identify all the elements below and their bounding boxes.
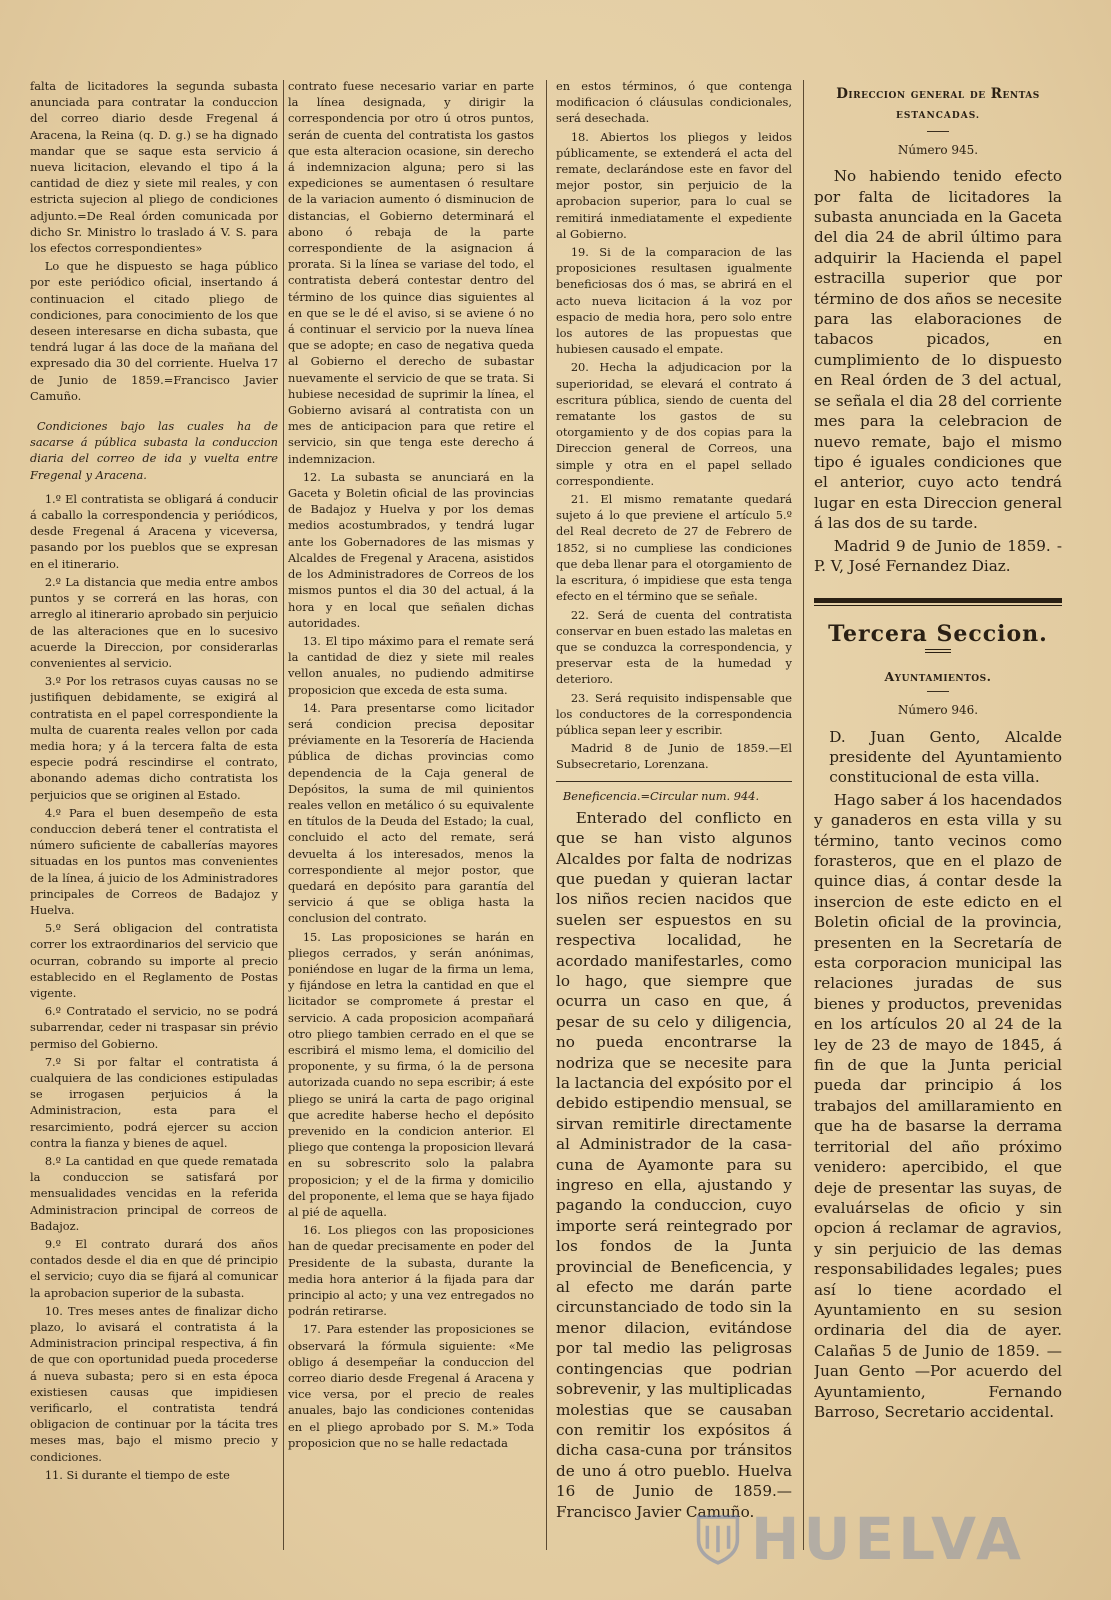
condition-item: 17. Para estender las proposiciones se observará la fórmula siguiente: «Me obligo á desempeñar la conduccion del correo diario desde Fregenal á Aracena y vice versa, por el precio de reales anuales, bajo las condiciones contenidas en el pliego aprobado por S. M.» Toda proposicion que no se halle redactada [288,1322,534,1450]
condition-item: 12. La subasta se anunciará en la Gaceta y Boletin oficial de las provincias de Badajoz y Huelva y por los demas medios acostumbrados, y tendrá lugar ante los Gobernadores de las mismas y Alcaldes de Fregenal y Aracena, asistidos de los Administradores de Correos de los mismos puntos el dia 30 del actual, á la hora y en local que señalen dichas autoridades. [288,469,534,630]
condition-item: 9.º El contrato durará dos años contados desde el dia en que dé principio el servicio; cuyo dia se fijará al comunicar la aprobacion superior de la subasta. [30,1237,278,1300]
notice-text: No habiendo tenido efecto por falta de licitadores la subasta anunciada en la Gaceta del dia 24 de abril último para adquirir la Hacienda el papel estracilla superior que por término de dos años se necesite para las elaboraciones de tabacos picados, en cumplimiento de lo dispuesto en Real órden de 3 del actual, se señala el dia 28 del corriente mes para la celebracion de nuevo remate, bajo el mismo tipo é iguales condiciones que el anterior, cuyo acto tendrá lugar en esta Direccion general á las dos de su tarde. [814,167,1062,533]
column-divider [546,80,547,1550]
condition-item: 5.º Será obligacion del contratista correr los extraordinarios del servicio que ocurran, cobrando su importe al precio establecido en el Reglamento de Postas vigente. [30,921,278,1000]
signature: Madrid 9 de Junio de 1859. -P. V, José Fernandez Diaz. [814,536,1062,575]
notice-text: Hago saber á los hacendados y ganaderos en esta villa y su término, tanto vecinos como forasteros, que en el plazo de quince dias, á contar desde la insercion de este edicto en el Boletin oficial de la provincia, presenten en la Secretaría de esta corporacion municipal las relaciones juradas de sus bienes y productos, prevenidas en los artículos 20 al 24 de la ley de 23 de mayo de 1845, á fin de que la Junta pericial pueda dar principio á los trabajos del amillaramiento en que ha de basarse la derrama territorial del año próximo venidero: apercibido, el que deje de presentar las suyas, de evaluárselas de oficio y sin opcion á reclamar de agravios, y sin perjuicio de las demas responsabilidades legales; pues así lo tiene acordado el Ayuntamiento en su sesion ordinaria del dia de ayer. Calañas 5 de Junio de 1859. —Juan Gento —Por acuerdo del Ayuntamiento, Fernando Barroso, Secretario accidental. [814,790,1062,1421]
short-rule [927,131,949,132]
column-divider [283,80,284,1550]
section-subtitle: ESTANCADAS. [895,111,981,122]
subsection-heading: Ayuntamientos. [884,668,992,684]
paragraph: falta de licitadores la segunda subasta anunciada para contratar la conduccion del correo diario desde Fregenal á Aracena, la Reina (q. D. g.) se ha dignado mandar que se saque esta servicio á nueva licitacion, elevando el tipo á la cantidad de diez y siete mil reales, y con estricta sujecion al pliego de condiciones adjunto.=De Real órden comunicada por dicho Sr. Ministro lo traslado á V. S. para los efectos correspondientes» [30,79,278,256]
condition-item: 15. Las proposiciones se harán en pliegos cerrados, y serán anónimas, poniéndose en lugar de la firma un lema, y fijándose en letra la cantidad en que el licitador se compromete á prestar el servicio. A cada proposicion acompañará otro pliego tambien cerrado en el que se escribirá el mismo lema, el domicilio del proponente, y su firma, ó la de persona autorizada cuando no sepa escribir; á este pliego se unirá la carta de pago original que acredite haberse hecho el depósito prevenido en la condicion anterior. El pliego que contenga la proposicion llevará en su sobrescrito solo la palabra proposicion; y el de la firma y domicilio del proponente, el lema que se haya fijado al pié de aquella. [288,929,534,1220]
column-3 [556,78,792,1538]
condition-item: 18. Abiertos los pliegos y leidos públicamente, se extenderá el acta del remate, declarándose este en favor del mejor postor, sin perjuicio de la aprobacion superior, para lo cual se remitirá inmediatamente el expediente al Gobierno. [556,129,792,241]
watermark-label: HUELVA [750,1505,1025,1573]
condition-item: 1.º El contratista se obligará á conducir á caballo la correspondencia y periódicos, desde Fregenal á Aracena y viceversa, pasando por los pueblos que se expresan en el itinerario. [30,491,278,571]
condition-item: 22. Será de cuenta del contratista conservar en buen estado las maletas en que se conduzca la correspondencia, y preservar esta de la humedad y deterioro. [556,607,792,687]
column-1 [30,78,278,1538]
paragraph: contrato fuese necesario variar en parte la línea designada, y dirigir la correspondencia por otro ú otros puntos, serán de cuenta del contratista los gastos que esta alteracion ocasione, sin derecho á indemnizacion alguna; pero si las expediciones se aumentasen ó resultare de la variacion aumento ó disminucion de distancias, el Gobierno determinará el abono ó rebaja de la parte correspondiente de la asignacion á prorata. Si la línea se variase del todo, el contratista deberá contestar dentro del término de los quince dias siguientes al en que se le dé el aviso, si se aviene ó no á continuar el servicio por la nueva línea que se adopte; en caso de negativa queda al Gobierno el derecho de subastar nuevamente el servicio de que se trata. Si hubiese necesidad de suprimir la línea, el Gobierno avisará al contratista con un mes de anticipacion para que retire el servicio, sin que tenga este derecho á indemnizacion. [288,79,534,466]
notice-number: Número 945. [897,142,979,157]
thin-rule [814,605,1062,606]
thick-rule [814,598,1062,603]
condition-item: 10. Tres meses antes de finalizar dicho plazo, lo avisará el contratista á la Administracion principal respectiva, á fin de que con oportunidad pueda procederse á nueva subasta; pero si en esta época existiesen causas que impidiesen verificarlo, el contratista tendrá obligacion de continuar por la tácita tres meses mas, bajo el mismo precio y condiciones. [30,1303,278,1464]
condition-item: 4.º Para el buen desempeño de esta conduccion deberá tener el contratista el número suficiente de caballerías mayores situadas en los puntos mas convenientes de la línea, á juicio de los Administradores principales de Correos de Badajoz y Huelva. [30,805,278,917]
condition-item: 7.º Si por faltar el contratista á cualquiera de las condiciones estipuladas se irrogasen perjuicios á la Administracion, esta para el resarcimiento, podrá ejercer su accion contra la fianza y bienes de aquel. [30,1054,278,1150]
double-rule [925,649,951,653]
paragraph: Lo que he dispuesto se haga público por este periódico oficial, insertando á continuacion el citado pliego de condiciones, para conocimiento de los que deseen interesarse en dicha subasta, que tendrá lugar á las doce de la mañana del expresado dia 30 del corriente. Huelva 17 de Junio de 1859.=Francisco Javier Camuño. [30,259,278,403]
column-2 [288,78,534,1538]
condition-item: 23. Será requisito indispensable que los conductores de la correspondencia pública sepan leer y escribir. [556,690,792,737]
library-watermark [695,1504,1025,1574]
section-heading: Tercera Seccion. [828,621,1048,648]
beneficencia-text: Enterado del conflicto en que se han visto algunos Alcaldes por falta de nodrizas que puedan y quieran lactar los niños recien nacidos que suelen ser espuestos en su respectiva localidad, he acordado manifestarles, como lo hago, que siempre que ocurra un caso en que, á pesar de su celo y diligencia, no pueda encontrarse la nodriza que se necesite para la lactancia del expósito por el debido estipendio mensual, se sirvan remitirle directamente al Administrador de la casa-cuna de Ayamonte para su ingreso en ella, ajustando y pagando la conduccion, cuyo importe será reintegrado por los fondos de la Junta provincial de Beneficencia, y al efecto me darán parte circunstanciado de todo sin la menor dilacion, evitándose por tal medio las peligrosas contingencias que podrian sobrevenir, y las multiplicadas molestias que se causaban con remitir los expósitos á dicha casa-cuna por tránsitos de uno á otro pueblo. Huelva 16 de Junio de 1859.—Francisco Javier Camuño. [556,808,792,1521]
condition-item: 2.º La distancia que media entre ambos puntos y se correrá en las horas, con arreglo al itinerario aprobado sin perjuicio de las alteraciones que en lo sucesivo acuerde la Direccion, por considerarlas convenientes al servicio. [30,574,278,670]
condition-item: 20. Hecha la adjudicacion por la superioridad, se elevará el contrato á escritura pública, siendo de cuenta del rematante los gastos de su otorgamiento y de dos copias para la Direccion general de Correos, una simple y otra en el papel sellado correspondiente. [556,360,792,488]
notice-intro: D. Juan Gento, Alcalde presidente del Ayuntamiento constitucional de esta villa. [829,727,1062,787]
conditions-heading: Condiciones bajo las cuales ha de sacarse á pública subasta la conduccion diaria del correo de ida y vuelta entre Fregenal y Aracena. [30,419,278,482]
condition-item: 19. Si de la comparacion de las proposiciones resultasen igualmente beneficiosas dos ó mas, se abrirá en el acto nueva licitacion á la voz por espacio de media hora, pero solo entre los autores de las propuestas que hubiesen causado el empate. [556,245,792,357]
section-title: Direccion general de Rentas [836,86,1040,102]
condition-item: 14. Para presentarse como licitador será condicion precisa depositar préviamente en la Tesorería de Hacienda pública de dichas provincias como dependencia de la Caja general de Depósitos, la suma de mil quinientos reales vellon en metálico ó su equivalente en títulos de la Deuda del Estado; la cual, concluido el acto del remate, será devuelta á los interesados, menos la correspondiente al mejor postor, que quedará en depósito para garantía del servicio á que se obliga hasta la conclusion del contrato. [288,700,534,926]
shield-icon [695,1510,741,1568]
signature: Madrid 8 de Junio de 1859.—El Subsecretario, Lorenzana. [556,741,792,772]
column-4 [814,78,1062,1548]
condition-item: 21. El mismo rematante quedará sujeto á lo que previene el artículo 5.º del Real decreto de 27 de Febrero de 1852, si no cumpliese las condiciones que deba llenar para el otorgamiento de la escritura, ó impidiese que esta tenga efecto en el término que se señale. [556,492,792,604]
beneficencia-heading: Beneficencia.=Circular num. 944. [562,788,760,803]
condition-item: 16. Los pliegos con las proposiciones han de quedar precisamente en poder del Presidente de la subasta, durante la media hora anterior á la fijada para dar principio al acto; y una vez entregados no podrán retirarse. [288,1223,534,1319]
column-divider [803,80,804,1550]
condition-item: 11. Si durante el tiempo de este [44,1467,230,1482]
condition-item: 8.º La cantidad en que quede rematada la conduccion se satisfará por mensualidades vencidas en la referida Administracion principal de correos de Badajoz. [30,1154,278,1233]
notice-number: Número 946. [897,703,979,718]
short-rule [927,691,949,692]
condition-item: 13. El tipo máximo para el remate será la cantidad de diez y siete mil reales vellon anuales, no pudiendo admitirse proposicion que exceda de esta suma. [288,633,534,697]
condition-item: 3.º Por los retrasos cuyas causas no se justifiquen debidamente, se exigirá al contratista en el papel correspondiente la multa de cuarenta reales vellon por cada media hora; y á la tercera falta de esta especie podrá rescindirse el contrato, abonando ademas dicho contratista los perjuicios que se originen al Estado. [30,674,278,802]
separator-rule [556,781,792,782]
paragraph: en estos términos, ó que contenga modificacion ó cláusulas condicionales, será desechada. [556,79,792,126]
condition-item: 6.º Contratado el servicio, no se podrá subarrendar, ceder ni traspasar sin prévio permiso del Gobierno. [30,1004,278,1051]
